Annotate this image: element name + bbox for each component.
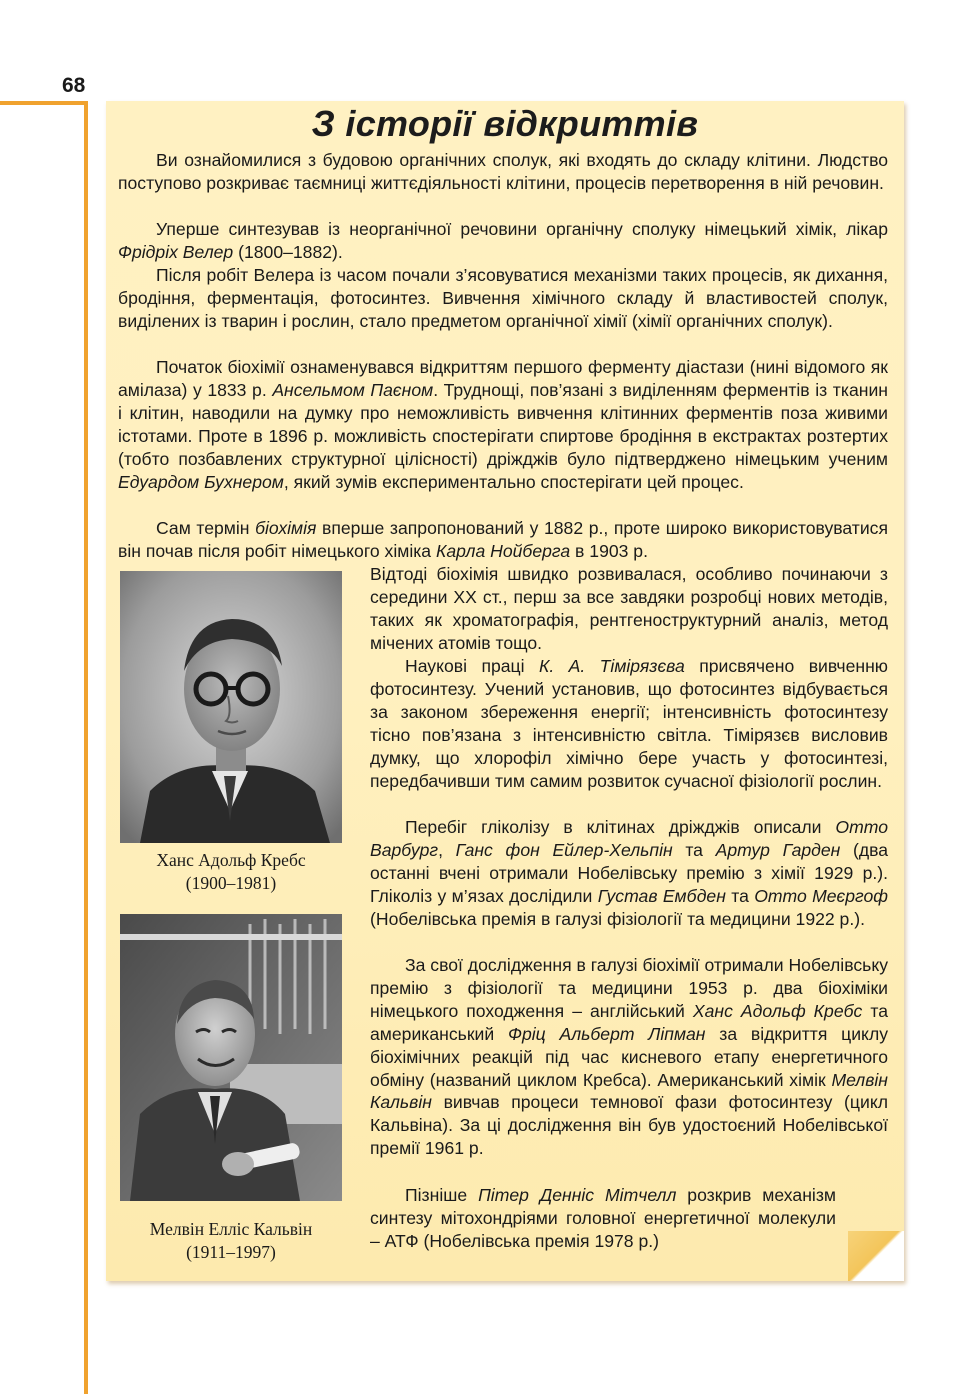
person-name: Ансельмом Паєном (272, 379, 434, 400)
panel-title: З історії відкриттів (311, 103, 699, 144)
paragraph-text: Початок біохімії ознаменувався відкриттям першого ферменту діастази (нині відомого як амілаза) у 1833 р. (118, 357, 888, 400)
paragraph-text: Після робіт Велера із часом почали з’ясовуватися механізми таких процесів, як дихання, бродіння, ферментація, фотосинтез. Вивчення хімічного складу й властивостей сполук, виділених із тварин і рослин, стало предметом органічної хімії (хімії органічних сполук). (118, 265, 888, 331)
paragraph-text: Сам термін (156, 518, 256, 538)
paragraph (118, 149, 888, 195)
paragraph-text: , (438, 839, 456, 860)
paragraph-text: за відкриття циклу біохімічних реакцій під час кисневого етапу енергетичного обміну (названий циклом Кребса). Американський хімік (370, 1023, 889, 1090)
person-name: Отто Варбург (370, 817, 888, 860)
paragraph-text: Перебіг гліколізу в клітинах дріжджів описали (405, 817, 836, 837)
paragraph-text: в 1903 р. (570, 540, 648, 561)
person-name: Отто Меєргоф (754, 885, 888, 906)
person-name: Мелвін Кальвін (370, 1069, 888, 1113)
portrait-calvin (120, 914, 342, 1201)
paragraph-text: (два останні вчені отримали Нобелівську премію з хімії 1929 р.). Гліколіз у м’язах дослідили (370, 839, 889, 906)
term: біохімія (255, 518, 317, 538)
paragraph-text: вивчав процеси темнової фази фотосинтезу (цикл Кальвіна). За ці дослідження він був удостоєний Нобелівської премії 1961 р. (370, 1092, 888, 1159)
person-name: Густав Ембден (597, 885, 726, 906)
person-name: К. А. Тімірязєва (538, 656, 685, 676)
paragraph (370, 1184, 836, 1253)
paragraph (370, 816, 888, 931)
paragraph-text: Пізніше (405, 1185, 479, 1205)
person-name: Ганс фон Ейлер-Хельпін (455, 839, 673, 860)
paragraph-text: та (672, 839, 716, 860)
portrait-krebs-image (120, 571, 342, 843)
portrait-caption (116, 849, 346, 895)
person-name: Артур Гарден (715, 839, 841, 860)
person-name: Ханс Адольф Кребс (692, 1000, 863, 1021)
portrait-caption (116, 1218, 346, 1264)
paragraph-text: Відтоді біохімія швидко розвивалася, особливо починаючи з середини XX ст., перш за все завдяки розробці нових методів, таких як хроматографія, рентгеноструктурний аналіз, метод мічених атомів тощо. (370, 564, 888, 653)
paragraph-text: розкрив механізм синтезу мітохондріями головної енергетичної молекули – АТФ (Нобелівська премія 1978 р.) (370, 1185, 836, 1251)
paragraph-text: . Труднощі, пов’язані з виділенням ферментів із тканин і клітин, наводили на думку про неможливість вивчення клітинних ферментів поза живими істотами. Проте в 1896 р. можливість спостерігати спиртове бродіння в екстрактах розтертих (тобто позбавлених структурної цілісності) дріжджів було підтверджено німецьким ученим (118, 379, 888, 469)
margin-rule-horizontal (0, 101, 88, 105)
paragraph (118, 517, 888, 563)
paragraph-text: та американський (370, 1000, 888, 1044)
caption-name: Мелвін Елліс Кальвін (149, 1219, 313, 1239)
caption-name: Ханс Адольф Кребс (156, 850, 306, 870)
paragraph-text: (Нобелівська премія в галузі фізіології та медицини 1922 р.). (370, 908, 865, 929)
paragraph (370, 655, 888, 792)
paragraph-text: та (725, 885, 755, 906)
paragraph-text: Уперше синтезував із неорганічної речовини органічну сполуку німецький хімік, лікар (156, 219, 888, 239)
person-name: Карла Нойберга (436, 540, 571, 561)
caption-years: (1900–1981) (185, 873, 277, 893)
paragraph-text: (1800–1882). (233, 241, 343, 262)
person-name: Фрідріх Велер (118, 241, 234, 262)
history-panel (106, 101, 904, 1281)
portrait-krebs (120, 571, 342, 843)
paragraph (118, 356, 888, 493)
margin-rule-vertical (84, 101, 88, 1394)
paragraph-text: Наукові праці (405, 656, 539, 676)
page-number: 68 (62, 74, 86, 97)
portrait-calvin-image (120, 914, 342, 1201)
paragraph-text: вперше запропонований у 1882 р., проте широко використовуватися він почав після робіт німецького хіміка (118, 518, 888, 561)
paragraph (370, 954, 888, 1160)
paragraph-text: За свої дослідження в галузі біохімії отримали Нобелівську премію з фізіології та медицини 1953 р. два біохіміки німецького походження – англійський (370, 955, 889, 1021)
paragraph (118, 264, 888, 333)
paragraph (370, 563, 888, 655)
person-name: Фріц Альберт Ліпман (507, 1023, 706, 1044)
paragraph (118, 218, 888, 264)
person-name: Пітер Денніс Мітчелл (478, 1185, 677, 1205)
person-name: Едуардом Бухнером (118, 471, 284, 492)
paragraph-text: , який зумів експериментально спостерігати цей процес. (283, 471, 744, 492)
paragraph-text: присвячено вивченню фотосинтезу. Учений установив, що фотосинтез відбувається за законом збереження енергії; інтенсивність фотосинтезу тісно пов’язана з інтенсивністю світла. Тімірязєв висловив думку, що хлорофіл хімічно бере участь у фотосинтезі, передбачивши тим самим розвиток сучасної фізіології рослин. (370, 656, 888, 791)
caption-years: (1911–1997) (186, 1242, 276, 1262)
paragraph-text: Ви ознайомилися з будовою органічних сполук, які входять до складу клітини. Людство поступово розкриває таємниці життєдіяльності клітини, процесів перетворення в ній речовин. (118, 150, 888, 193)
